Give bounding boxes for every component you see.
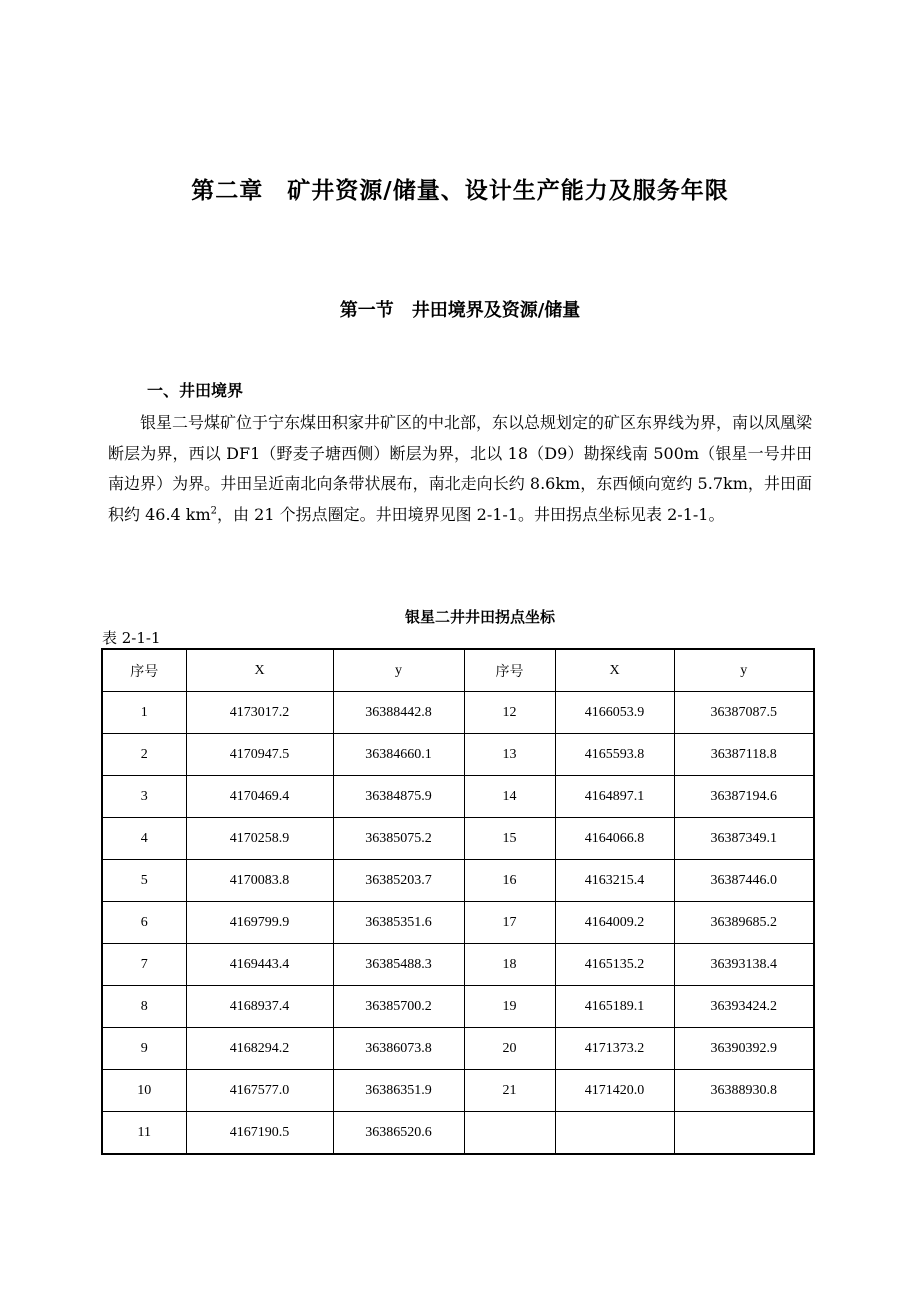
table-cell: 4163215.4 <box>555 860 674 902</box>
table-row <box>102 818 814 860</box>
table-cell: 36388442.8 <box>333 692 464 734</box>
table-cell: 4167577.0 <box>186 1070 333 1112</box>
table-cell: 4171420.0 <box>555 1070 674 1112</box>
table-cell: 4165593.8 <box>555 734 674 776</box>
table-cell: 36385700.2 <box>333 986 464 1028</box>
table-cell: 14 <box>464 776 555 818</box>
table-body <box>102 692 814 1155</box>
table-cell: 4169799.9 <box>186 902 333 944</box>
table-cell: 7 <box>102 944 186 986</box>
table-cell: 4164009.2 <box>555 902 674 944</box>
table-cell: 4166053.9 <box>555 692 674 734</box>
table-cell: 9 <box>102 1028 186 1070</box>
table-cell: 4170258.9 <box>186 818 333 860</box>
table-cell: 4164897.1 <box>555 776 674 818</box>
table-row <box>102 902 814 944</box>
table-cell: 21 <box>464 1070 555 1112</box>
table-cell: 4169443.4 <box>186 944 333 986</box>
table-cell: 36386073.8 <box>333 1028 464 1070</box>
table-cell <box>555 1112 674 1155</box>
table-cell: 36385203.7 <box>333 860 464 902</box>
superscript: 2 <box>210 505 218 517</box>
header-cell: X <box>555 649 674 692</box>
table-cell: 36384875.9 <box>333 776 464 818</box>
paragraph-text-part2: ，由 21 个拐点圈定。井田境界见图 2-1-1。井田拐点坐标见表 2-1-1。 <box>217 504 725 524</box>
table-cell: 36387446.0 <box>674 860 814 902</box>
table-row <box>102 1028 814 1070</box>
table-cell: 36389685.2 <box>674 902 814 944</box>
table-cell: 1 <box>102 692 186 734</box>
table-cell: 4168294.2 <box>186 1028 333 1070</box>
table-cell: 10 <box>102 1070 186 1112</box>
table-cell <box>464 1112 555 1155</box>
table-cell: 6 <box>102 902 186 944</box>
table-cell: 36385488.3 <box>333 944 464 986</box>
table-cell: 36386520.6 <box>333 1112 464 1155</box>
table-cell: 36385351.6 <box>333 902 464 944</box>
header-cell: 序号 <box>102 649 186 692</box>
table-caption: 银星二井井田拐点坐标 <box>404 608 555 626</box>
table-cell: 15 <box>464 818 555 860</box>
table-cell: 2 <box>102 734 186 776</box>
table-row <box>102 860 814 902</box>
table-cell: 4167190.5 <box>186 1112 333 1155</box>
table-cell: 4168937.4 <box>186 986 333 1028</box>
table-cell: 36387087.5 <box>674 692 814 734</box>
table-cell: 4171373.2 <box>555 1028 674 1070</box>
header-cell: X <box>186 649 333 692</box>
header-cell: 序号 <box>464 649 555 692</box>
section-title: 第一节 井田境界及资源/储量 <box>339 300 581 321</box>
table-cell: 36387118.8 <box>674 734 814 776</box>
table-row <box>102 1112 814 1155</box>
coordinate-table <box>101 648 815 1155</box>
table-number: 表 2-1-1 <box>102 629 161 647</box>
table-cell: 18 <box>464 944 555 986</box>
table-row <box>102 734 814 776</box>
table-cell: 17 <box>464 902 555 944</box>
table-cell: 36384660.1 <box>333 734 464 776</box>
paragraph-text-part1: 银星二号煤矿位于宁东煤田积家井矿区的中北部，东以总规划定的矿区东界线为界，南以凤凰梁断层为界，西以 DF1（野麦子塘西侧）断层为界，北以 18（D9）勘探线南 500m（银星一号井田南边界）为界。井田呈近南北向条带状展布，南北走向长约 8.6km，东西倾向宽约 5.7km，井田面积约 46.4 km <box>108 413 813 524</box>
table-cell: 5 <box>102 860 186 902</box>
table-row <box>102 986 814 1028</box>
table-row <box>102 1070 814 1112</box>
table-cell: 36387349.1 <box>674 818 814 860</box>
table-cell: 3 <box>102 776 186 818</box>
table-cell: 4 <box>102 818 186 860</box>
table-cell: 4165189.1 <box>555 986 674 1028</box>
table-cell: 36386351.9 <box>333 1070 464 1112</box>
table-cell: 13 <box>464 734 555 776</box>
table-cell: 4170947.5 <box>186 734 333 776</box>
table-cell: 12 <box>464 692 555 734</box>
header-cell: y <box>674 649 814 692</box>
table-cell: 36387194.6 <box>674 776 814 818</box>
table-header-row <box>102 649 814 692</box>
table-cell: 20 <box>464 1028 555 1070</box>
table-cell <box>674 1112 814 1155</box>
table-cell: 19 <box>464 986 555 1028</box>
subsection-title: 一、井田境界 <box>147 381 244 400</box>
table-row <box>102 776 814 818</box>
table-cell: 4170083.8 <box>186 860 333 902</box>
table-cell: 4164066.8 <box>555 818 674 860</box>
table-cell: 36385075.2 <box>333 818 464 860</box>
body-paragraph <box>108 408 812 530</box>
table-cell: 4165135.2 <box>555 944 674 986</box>
table-cell: 4170469.4 <box>186 776 333 818</box>
table-row <box>102 944 814 986</box>
table-cell: 11 <box>102 1112 186 1155</box>
table-row <box>102 692 814 734</box>
table-cell: 8 <box>102 986 186 1028</box>
table-cell: 36393424.2 <box>674 986 814 1028</box>
table-cell: 36390392.9 <box>674 1028 814 1070</box>
table-cell: 4173017.2 <box>186 692 333 734</box>
table-cell: 36388930.8 <box>674 1070 814 1112</box>
chapter-title: 第二章 矿井资源/储量、设计生产能力及服务年限 <box>191 178 729 204</box>
header-cell: y <box>333 649 464 692</box>
table-cell: 16 <box>464 860 555 902</box>
table-cell: 36393138.4 <box>674 944 814 986</box>
